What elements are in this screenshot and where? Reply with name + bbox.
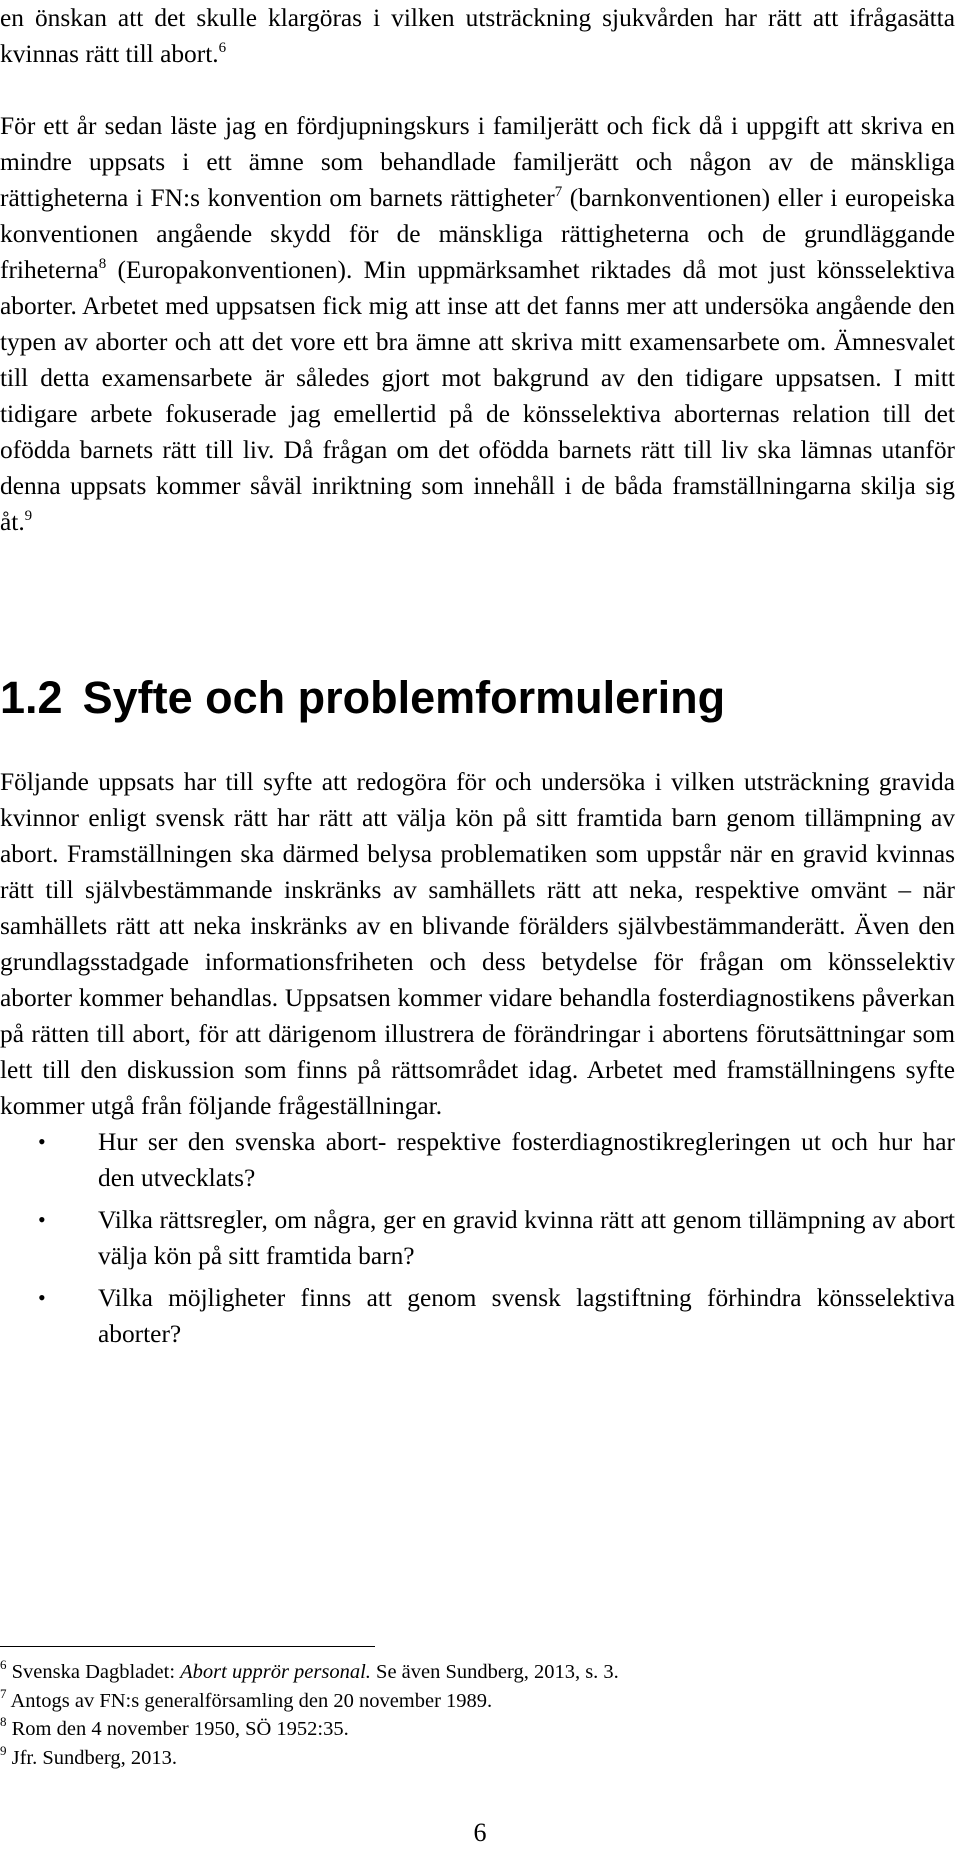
purpose-paragraph: Följande uppsats har till syfte att redogöra för och undersöka i vilken utsträckning gravida kvinnor enligt svensk rätt har rätt att välja kön på sitt framtida barn genom tillämpning av abort. Framställningen ska därmed belysa problematiken som uppstår när en gravid kvinnas rätt till självbestämmande inskränks av samhällets rätt att neka, respektive omvänt – när samhällets rätt att neka inskränks av en blivande förälders självbestämmanderätt. Även den grundlagsstadgade informationsfriheten och dess betydelse för frågan om könsselektiv aborter kommer behandlas. Uppsatsen kommer vidare behandla fosterdiagnostikens påverkan på rätten till abort, för att därigenom illustrera de förändringar i abortens förutsättningar som lett till den diskussion som finns på rättsområdet idag. Arbetet med framställningens syfte kommer utgå från följande frågeställningar. — [0, 768, 955, 1120]
question-text: Vilka rättsregler, om några, ger en gravid kvinna rätt att genom tillämpning av abort välja kön på sitt framtida barn? — [98, 1206, 955, 1270]
footnote-6 — [0, 1658, 955, 1687]
footnote-number: 9 — [0, 1742, 7, 1758]
footnote-number: 8 — [0, 1714, 7, 1729]
intro-continuation: en önskan att det skulle klargöras i vilken utsträckning sjukvården har rätt att ifrågasätta kvinnas rätt till abort. — [0, 4, 955, 68]
footnote-ref-9: 9 — [24, 508, 33, 524]
background-paragraph — [0, 108, 955, 540]
page-number: 6 — [473, 1818, 487, 1847]
intro-continuation-paragraph — [0, 0, 955, 72]
section-title: Syfte och problemformulering — [82, 672, 726, 723]
footnote-8 — [0, 1715, 955, 1744]
footnote-ref-7: 7 — [554, 184, 563, 200]
footnote-italic-title: Abort upprör personal. — [180, 1661, 371, 1683]
footnote-text: Svenska Dagbladet: — [11, 1661, 181, 1683]
question-text: Vilka möjligheter finns att genom svensk lagstiftning förhindra könsselektiva aborter? — [98, 1284, 955, 1348]
background-text-c: (Europakonventionen). Min uppmärksamhet riktades då mot just könsselektiva aborter. Arbetet med uppsatsen fick mig att inse att det fanns mer att undersöka angående den typen av aborter och att det vore ett bra ämne att skriva mitt examensarbete om. Ämnesvalet till detta examensarbete är således gjort mot bakgrund av den tidigare uppsatsen. I mitt tidigare arbete fokuserade jag emellertid på de könsselektiva aborternas relation till det ofödda barnets rätt till liv. Då frågan om det ofödda barnets rätt till liv ska lämnas utanför denna uppsats kommer såväl inriktning som innehåll i de båda framställningarna skilja sig åt. — [0, 256, 955, 536]
footnote-7 — [0, 1687, 955, 1716]
background-text-a: För ett år sedan läste jag en fördjupningskurs i familjerätt och fick då i uppgift att skriva en mindre uppsats i ett ämne som behandlade familjerätt och någon av de mänskliga rättigheterna i FN:s konvention om barnets rättigheter — [0, 112, 955, 212]
footnote-number: 7 — [0, 1685, 7, 1701]
background-text-b: (barnkonventionen) eller i europeiska konventionen angående skydd för de mänskliga rättigheterna och de grundläggande friheterna — [0, 184, 955, 284]
section-heading — [0, 672, 725, 724]
question-text: Hur ser den svenska abort- respektive fosterdiagnostikregleringen ut och hur har den utvecklats? — [98, 1128, 955, 1192]
footnote-text: Rom den 4 november 1950, SÖ 1952:35. — [11, 1718, 349, 1740]
footnote-number: 6 — [0, 1657, 7, 1672]
footnote-separator — [0, 1646, 375, 1647]
footnote-ref-8: 8 — [98, 256, 107, 272]
list-item — [0, 1124, 955, 1196]
section-body — [0, 764, 955, 1358]
footnote-text-after: Se även Sundberg, 2013, s. 3. — [370, 1661, 619, 1683]
section-number: 1.2 — [0, 672, 63, 723]
footnote-text: Jfr. Sundberg, 2013. — [11, 1746, 177, 1769]
research-questions-list — [0, 1124, 955, 1352]
list-item — [0, 1280, 955, 1352]
bullet-icon: • — [38, 1285, 46, 1310]
footnote-text: Antogs av FN:s generalförsamling den 20 november 1989. — [10, 1689, 493, 1712]
intro-text — [0, 0, 955, 540]
footnote-9 — [0, 1744, 955, 1773]
footnote-ref-6: 6 — [218, 40, 227, 56]
bullet-icon: • — [38, 1129, 46, 1154]
footnotes — [0, 1658, 955, 1772]
list-item — [0, 1202, 955, 1274]
bullet-icon: • — [38, 1207, 46, 1232]
